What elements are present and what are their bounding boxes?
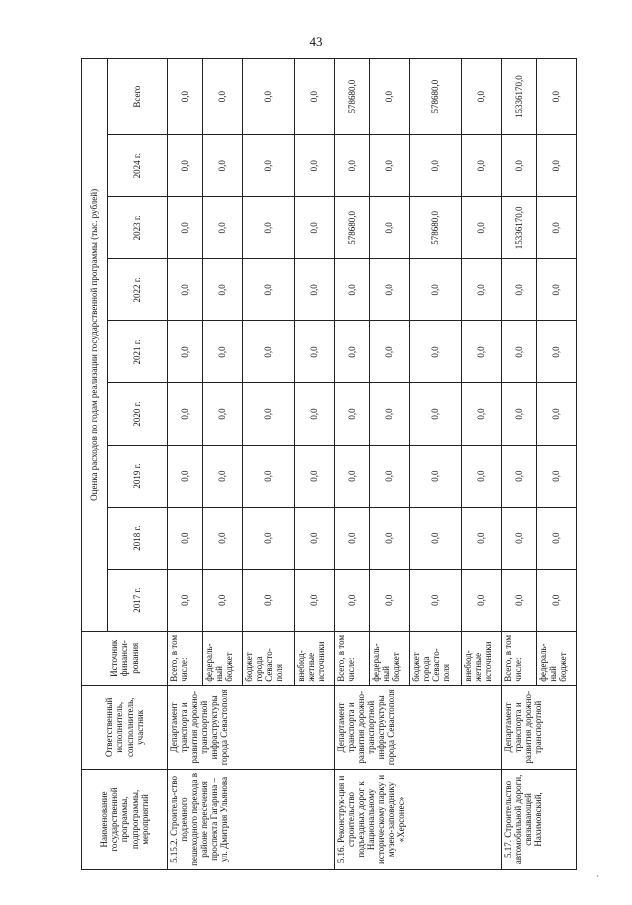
value-cell: 0,0: [462, 259, 502, 321]
value-cell: 0,0: [168, 569, 203, 631]
value-cell: 0,0: [202, 445, 242, 507]
value-cell: 0,0: [369, 507, 409, 569]
value-cell: 0,0: [335, 321, 370, 383]
header-name: Наименование государственной программы, подпрограммы, мероприятий: [82, 769, 168, 869]
value-cell: 0,0: [409, 383, 461, 445]
page-number: 43: [309, 34, 323, 49]
value-cell: 0,0: [295, 135, 335, 197]
funding-source: федераль-ный бюджет: [536, 631, 576, 685]
header-source: Источник финанси-рования: [82, 631, 168, 685]
value-cell: 0,0: [502, 259, 537, 321]
value-cell: 0,0: [536, 445, 576, 507]
rotated-table-area: [81, 58, 577, 870]
value-cell: 0,0: [202, 259, 242, 321]
value-cell: 0,0: [295, 321, 335, 383]
value-cell: 0,0: [536, 197, 576, 259]
value-cell: 0,0: [242, 259, 294, 321]
value-cell: 0,0: [369, 135, 409, 197]
funding-source: Всего, в том числе:: [335, 631, 370, 685]
total-cell: 0,0: [202, 59, 242, 135]
value-cell: 15336170,0: [502, 197, 537, 259]
value-cell: 0,0: [335, 569, 370, 631]
table-row: [335, 59, 370, 870]
value-cell: 0,0: [242, 569, 294, 631]
value-cell: 0,0: [335, 383, 370, 445]
value-cell: 0,0: [202, 197, 242, 259]
funding-source: внебюд-жетные источники: [295, 631, 335, 685]
total-cell: 15336170,0: [502, 59, 537, 135]
rotated-table-container: [81, 58, 577, 870]
responsible-executor: Департамент транспорта и развития дорожно-транспортной инфраструктуры города Севастополя: [168, 685, 335, 769]
value-cell: 0,0: [462, 197, 502, 259]
value-cell: 0,0: [369, 445, 409, 507]
total-cell: 0,0: [295, 59, 335, 135]
value-cell: 0,0: [369, 259, 409, 321]
value-cell: 0,0: [462, 569, 502, 631]
funding-source: Всего, в том числе:: [168, 631, 203, 685]
value-cell: 0,0: [409, 445, 461, 507]
value-cell: 0,0: [335, 259, 370, 321]
total-cell: 0,0: [536, 59, 576, 135]
value-cell: 0,0: [502, 445, 537, 507]
header-year: 2022 г.: [108, 259, 168, 321]
value-cell: 0,0: [242, 383, 294, 445]
header-year: 2020 г.: [108, 383, 168, 445]
value-cell: 0,0: [369, 197, 409, 259]
funding-source: федераль-ный бюджет: [369, 631, 409, 685]
value-cell: 578680,0: [409, 197, 461, 259]
value-cell: 0,0: [536, 321, 576, 383]
table-row: [168, 59, 203, 870]
value-cell: 0,0: [409, 135, 461, 197]
value-cell: 0,0: [369, 321, 409, 383]
total-cell: 578680,0: [335, 59, 370, 135]
value-cell: 0,0: [202, 383, 242, 445]
value-cell: 0,0: [369, 383, 409, 445]
value-cell: 0,0: [295, 507, 335, 569]
value-cell: 0,0: [242, 445, 294, 507]
table-row: [502, 59, 537, 870]
header-year: 2024 г.: [108, 135, 168, 197]
value-cell: 0,0: [502, 383, 537, 445]
value-cell: 0,0: [202, 507, 242, 569]
total-cell: 0,0: [462, 59, 502, 135]
funding-source: бюджет города Севасто-поля: [409, 631, 461, 685]
value-cell: 0,0: [335, 135, 370, 197]
value-cell: 0,0: [335, 507, 370, 569]
value-cell: 0,0: [502, 507, 537, 569]
funding-source: внебюд-жетные источники: [462, 631, 502, 685]
funding-source: федераль-ный бюджет: [202, 631, 242, 685]
value-cell: 0,0: [409, 321, 461, 383]
value-cell: 0,0: [502, 569, 537, 631]
value-cell: 0,0: [242, 135, 294, 197]
value-cell: 578680,0: [335, 197, 370, 259]
value-cell: 0,0: [242, 197, 294, 259]
measure-name: 5.17. Строительство автомобильной дороги, связывающей Нахимовский,: [502, 769, 577, 869]
header-row-1: [82, 59, 108, 870]
responsible-executor: Департамент транспорта и развития дорожно-транспортной: [502, 685, 577, 769]
funding-source: Всего, в том числе:: [502, 631, 537, 685]
value-cell: 0,0: [536, 569, 576, 631]
value-cell: 0,0: [168, 445, 203, 507]
value-cell: 0,0: [502, 321, 537, 383]
value-cell: 0,0: [202, 321, 242, 383]
value-cell: 0,0: [462, 135, 502, 197]
value-cell: 0,0: [536, 507, 576, 569]
header-year: 2019 г.: [108, 445, 168, 507]
header-year: 2023 г.: [108, 197, 168, 259]
value-cell: 0,0: [295, 197, 335, 259]
measure-name: 5.16. Реконструк-ция и строительство подъездных дорог к Национальному историческому парку и музею-заповеднику «Херсонес»: [335, 769, 502, 869]
value-cell: 0,0: [168, 259, 203, 321]
value-cell: 0,0: [202, 135, 242, 197]
total-cell: 0,0: [168, 59, 203, 135]
responsible-executor: Департамент транспорта и развития дорожно-транспортной инфраструктуры города Севастополя: [335, 685, 502, 769]
value-cell: 0,0: [409, 507, 461, 569]
value-cell: 0,0: [168, 383, 203, 445]
value-cell: 0,0: [536, 135, 576, 197]
header-total: Всего: [108, 59, 168, 135]
header-year: 2021 г.: [108, 321, 168, 383]
value-cell: 0,0: [409, 569, 461, 631]
header-estimate: Оценка расходов по годам реализации государственной программы (тыс. рублей): [82, 59, 108, 632]
value-cell: 0,0: [369, 569, 409, 631]
value-cell: 0,0: [168, 197, 203, 259]
total-cell: 0,0: [369, 59, 409, 135]
value-cell: 0,0: [536, 259, 576, 321]
value-cell: 0,0: [462, 445, 502, 507]
value-cell: 0,0: [202, 569, 242, 631]
funding-source: бюджет города Севасто-поля: [242, 631, 294, 685]
total-cell: 578680,0: [409, 59, 461, 135]
value-cell: 0,0: [295, 383, 335, 445]
value-cell: 0,0: [295, 445, 335, 507]
total-cell: 0,0: [242, 59, 294, 135]
value-cell: 0,0: [502, 135, 537, 197]
header-year: 2018 г.: [108, 507, 168, 569]
value-cell: 0,0: [462, 321, 502, 383]
header-year: 2017 г.: [108, 569, 168, 631]
value-cell: 0,0: [168, 321, 203, 383]
budget-table: [81, 58, 577, 870]
value-cell: 0,0: [168, 135, 203, 197]
value-cell: 0,0: [462, 383, 502, 445]
value-cell: 0,0: [462, 507, 502, 569]
value-cell: 0,0: [409, 259, 461, 321]
value-cell: 0,0: [295, 569, 335, 631]
value-cell: 0,0: [168, 507, 203, 569]
scan-mark: `: [596, 874, 599, 884]
value-cell: 0,0: [295, 259, 335, 321]
value-cell: 0,0: [536, 383, 576, 445]
value-cell: 0,0: [242, 321, 294, 383]
header-responsible: Ответственный исполнитель, соисполнитель, участник: [82, 685, 168, 769]
value-cell: 0,0: [242, 507, 294, 569]
value-cell: 0,0: [335, 445, 370, 507]
measure-name: 5.15.2. Строитель-ство подземного пешеходного перехода в районе пересечения проспекта Гагарина – ул. Дмитрия Ульянова: [168, 769, 335, 869]
